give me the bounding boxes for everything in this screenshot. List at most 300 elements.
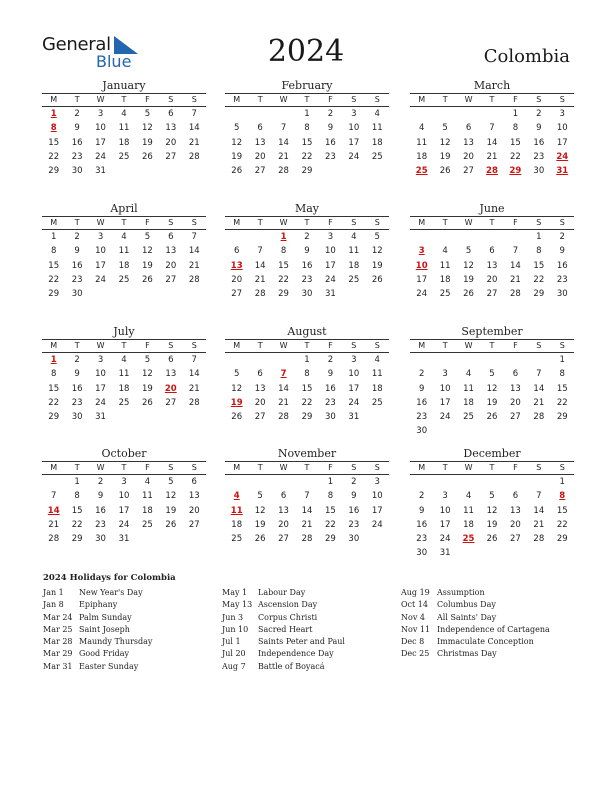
day: 28: [278, 166, 289, 177]
day: 8: [74, 491, 80, 502]
holiday-day: 29: [509, 166, 522, 177]
day: 5: [442, 123, 448, 134]
day: 3: [374, 477, 380, 487]
week-row: [225, 164, 389, 178]
day: 10: [556, 123, 568, 134]
day: 15: [48, 383, 60, 394]
day: 24: [324, 274, 336, 285]
day: 3: [97, 355, 104, 365]
day: 4: [374, 109, 380, 119]
day: 16: [416, 519, 428, 530]
day: 30: [301, 289, 313, 300]
holiday-name: Easter Sunday: [79, 661, 139, 671]
week-row: [410, 230, 574, 244]
day: 17: [371, 505, 383, 516]
weekday-label: F: [145, 218, 150, 227]
day: 15: [71, 505, 83, 516]
weekday-label: S: [559, 218, 565, 227]
holiday-name: Epiphany: [79, 600, 118, 610]
empty-day: [342, 164, 365, 178]
day: 27: [231, 289, 243, 300]
month-june: [410, 202, 574, 301]
logo-text-general: General: [42, 34, 111, 55]
holiday-date: Mar 25: [43, 624, 73, 634]
day: 8: [51, 369, 57, 380]
day: 24: [371, 519, 383, 530]
weekday-label: M: [233, 463, 241, 472]
holiday-name: New Year's Day: [79, 588, 143, 597]
day: 22: [301, 151, 313, 162]
day: 27: [486, 289, 498, 300]
day: 30: [71, 166, 83, 177]
holiday-name: Palm Sunday: [79, 612, 132, 622]
empty-day: [527, 546, 550, 560]
day: 29: [278, 289, 289, 300]
day: 14: [278, 383, 289, 394]
empty-day: [183, 410, 206, 424]
day: 21: [301, 519, 313, 530]
weekday-header: [225, 461, 389, 475]
weekday-label: S: [191, 95, 197, 104]
day: 20: [509, 397, 521, 408]
day: 22: [48, 274, 60, 285]
day: 10: [348, 369, 360, 380]
week-row: [42, 475, 206, 489]
empty-day: [136, 410, 159, 424]
day: 15: [278, 260, 289, 271]
holiday-day: 19: [230, 397, 243, 408]
day: 17: [95, 260, 106, 271]
week-row: [42, 230, 206, 244]
day: 30: [416, 548, 428, 559]
day: 20: [278, 519, 289, 530]
month-name: January: [102, 79, 146, 92]
holiday-name: Saints Peter and Paul: [258, 637, 345, 647]
weekday-label: T: [74, 463, 80, 472]
day: 3: [442, 491, 448, 502]
week-row: [225, 150, 389, 164]
day: 2: [74, 355, 80, 365]
holiday-item: [43, 599, 213, 611]
empty-day: [457, 107, 480, 121]
day: 22: [556, 397, 568, 408]
day: 19: [486, 397, 498, 408]
day: 13: [486, 260, 498, 271]
day: 4: [419, 123, 425, 134]
holiday-item: [43, 648, 213, 660]
day: 15: [556, 505, 568, 516]
day: 28: [301, 534, 313, 545]
day: 14: [188, 369, 200, 380]
weekday-label: S: [351, 218, 357, 227]
day: 11: [371, 369, 383, 380]
week-row: [42, 107, 206, 121]
holiday-date: Jan 1: [43, 588, 64, 597]
day: 4: [121, 232, 127, 242]
day: 23: [416, 412, 428, 423]
day: 31: [324, 289, 336, 300]
day: 14: [533, 505, 545, 516]
day: 28: [188, 274, 200, 285]
holiday-date: Mar 29: [43, 649, 73, 659]
weekday-label: W: [464, 95, 473, 104]
day: 26: [141, 274, 153, 285]
weekday-label: F: [145, 463, 150, 472]
day: 9: [536, 123, 542, 134]
day: 14: [509, 260, 521, 271]
week-row: [42, 287, 206, 301]
week-row: [225, 410, 389, 424]
day: 21: [533, 397, 545, 408]
day: 25: [118, 274, 130, 285]
empty-day: [457, 353, 480, 367]
week-row: [410, 121, 574, 135]
day: 26: [463, 289, 474, 300]
week-row: [42, 410, 206, 424]
empty-day: [410, 353, 433, 367]
day: 23: [348, 519, 360, 530]
day: 28: [188, 151, 200, 162]
day: 5: [144, 355, 151, 365]
holidays-title: 2024 Holidays for Colombia: [43, 573, 176, 583]
week-row: [410, 353, 574, 367]
holiday-date: Nov 11: [401, 624, 431, 634]
week-row: [410, 367, 574, 381]
holiday-name: Sacred Heart: [258, 624, 313, 634]
day: 19: [254, 519, 266, 530]
weekday-label: T: [304, 341, 310, 350]
empty-day: [225, 107, 248, 121]
weekday-label: M: [50, 463, 58, 472]
weekday-label: S: [168, 95, 174, 104]
day: 6: [168, 355, 174, 365]
day: 7: [489, 123, 495, 134]
empty-day: [183, 287, 206, 301]
day: 7: [536, 491, 542, 502]
day: 3: [97, 109, 104, 119]
day: 8: [280, 246, 287, 257]
week-row: [225, 396, 389, 410]
weekday-label: T: [257, 95, 263, 104]
empty-day: [159, 410, 182, 424]
empty-day: [225, 353, 248, 367]
week-row: [225, 475, 389, 489]
day: 20: [254, 151, 266, 162]
day: 9: [74, 123, 80, 134]
week-row: [410, 273, 574, 287]
month-name: July: [113, 325, 135, 338]
week-row: [225, 353, 389, 367]
day: 30: [71, 289, 83, 300]
day: 27: [278, 534, 289, 545]
day: 15: [48, 260, 60, 271]
empty-day: [480, 230, 503, 244]
week-row: [410, 489, 574, 503]
day: 14: [188, 246, 200, 257]
week-row: [410, 396, 574, 410]
holiday-date: Mar 28: [43, 637, 73, 647]
day: 19: [141, 137, 153, 148]
holiday-day: 3: [418, 246, 425, 257]
day: 22: [533, 274, 545, 285]
empty-day: [480, 546, 503, 560]
holiday-item: [222, 648, 392, 660]
week-row: [410, 475, 574, 489]
day: 2: [74, 109, 80, 119]
day: 31: [118, 534, 130, 545]
day: 29: [556, 534, 568, 545]
day: 27: [463, 166, 474, 177]
day: 12: [486, 383, 498, 394]
day: 8: [327, 491, 334, 502]
day: 25: [348, 274, 360, 285]
day: 4: [374, 355, 380, 365]
week-row: [225, 230, 389, 244]
day: 2: [327, 109, 334, 119]
week-row: [42, 504, 206, 518]
weekday-header: [410, 93, 574, 107]
weekday-label: F: [145, 95, 150, 104]
day: 20: [486, 274, 498, 285]
day: 19: [486, 519, 498, 530]
empty-day: [319, 164, 342, 178]
week-row: [410, 244, 574, 258]
day: 26: [141, 397, 153, 408]
week-row: [42, 259, 206, 273]
holiday-name: Immaculate Conception: [437, 637, 534, 647]
day: 1: [327, 477, 334, 487]
day: 27: [509, 412, 521, 423]
day: 9: [97, 491, 104, 502]
week-row: [42, 244, 206, 258]
holiday-day: 31: [556, 166, 569, 177]
day: 3: [327, 232, 334, 242]
week-row: [42, 489, 206, 503]
weekday-label: F: [513, 463, 518, 472]
day: 6: [168, 232, 174, 242]
day: 27: [254, 166, 266, 177]
day: 2: [419, 369, 425, 380]
day: 8: [536, 246, 542, 257]
week-row: [410, 164, 574, 178]
day: 24: [348, 397, 360, 408]
day: 18: [371, 137, 383, 148]
empty-day: [410, 475, 433, 489]
empty-day: [248, 353, 271, 367]
day: 4: [121, 355, 127, 365]
day: 9: [327, 123, 334, 134]
week-row: [410, 518, 574, 532]
empty-day: [272, 353, 295, 367]
day: 21: [48, 519, 60, 530]
weekday-label: M: [418, 95, 426, 104]
day: 3: [97, 232, 104, 242]
weekday-label: S: [191, 463, 197, 472]
empty-day: [159, 532, 182, 546]
day: 11: [118, 246, 130, 257]
week-row: [410, 287, 574, 301]
week-row: [225, 121, 389, 135]
day: 5: [234, 123, 240, 134]
day: 28: [509, 289, 521, 300]
day: 11: [118, 123, 130, 134]
day: 22: [71, 519, 83, 530]
week-row: [42, 518, 206, 532]
day: 21: [509, 274, 521, 285]
day: 17: [439, 397, 451, 408]
day: 2: [327, 355, 334, 365]
day: 10: [118, 491, 130, 502]
weekday-label: M: [50, 341, 58, 350]
empty-day: [136, 164, 159, 178]
day: 17: [348, 137, 360, 148]
month-july: [42, 325, 206, 424]
day: 12: [141, 246, 153, 257]
month-name: April: [110, 202, 138, 215]
empty-day: [504, 475, 527, 489]
day: 2: [536, 109, 542, 119]
day: 22: [48, 151, 60, 162]
holiday-name: All Saints' Day: [437, 612, 497, 622]
weekday-label: S: [351, 463, 357, 472]
day: 2: [351, 477, 357, 487]
day: 9: [419, 505, 425, 516]
holiday-date: Dec 25: [401, 649, 430, 659]
day: 8: [51, 246, 57, 257]
day: 21: [188, 137, 200, 148]
day: 29: [533, 289, 545, 300]
day: 15: [301, 137, 313, 148]
day: 6: [234, 246, 240, 257]
day: 22: [324, 519, 336, 530]
day: 13: [165, 123, 177, 134]
month-name: March: [473, 79, 511, 92]
day: 1: [512, 109, 519, 119]
day: 19: [141, 260, 153, 271]
holiday-name: Ascension Day: [258, 600, 318, 610]
week-row: [225, 259, 389, 273]
holiday-name: Independence Day: [258, 649, 334, 659]
day: 11: [141, 491, 153, 502]
day: 13: [188, 491, 200, 502]
weekday-label: T: [257, 341, 263, 350]
holiday-day: 25: [462, 534, 475, 545]
week-row: [410, 546, 574, 560]
day: 11: [371, 123, 383, 134]
day: 19: [141, 383, 153, 394]
day: 10: [439, 383, 451, 394]
day: 2: [559, 232, 565, 242]
week-row: [42, 121, 206, 135]
empty-day: [504, 353, 527, 367]
weekday-label: S: [168, 218, 174, 227]
day: 4: [442, 246, 448, 257]
day: 24: [95, 274, 106, 285]
empty-day: [480, 475, 503, 489]
day: 20: [254, 397, 266, 408]
empty-day: [551, 546, 574, 560]
day: 29: [71, 534, 83, 545]
day: 3: [351, 355, 357, 365]
holiday-day: 1: [280, 232, 287, 242]
week-row: [225, 244, 389, 258]
empty-day: [89, 287, 112, 301]
page-title-year: 2024: [267, 34, 345, 69]
day: 5: [144, 232, 151, 242]
month-name: September: [461, 325, 523, 338]
weekday-label: W: [279, 95, 288, 104]
day: 12: [463, 260, 474, 271]
month-march: [410, 79, 574, 178]
day: 19: [371, 260, 383, 271]
day: 20: [165, 260, 177, 271]
day: 31: [95, 412, 106, 423]
day: 16: [324, 137, 336, 148]
day: 21: [254, 274, 266, 285]
day: 3: [351, 109, 357, 119]
weekday-label: T: [121, 463, 127, 472]
holiday-day: 11: [230, 505, 243, 516]
day: 24: [348, 151, 360, 162]
weekday-label: T: [257, 218, 263, 227]
day: 11: [118, 369, 130, 380]
weekday-label: T: [442, 95, 448, 104]
day: 12: [439, 137, 451, 148]
holiday-day: 24: [556, 151, 569, 162]
day: 21: [188, 260, 200, 271]
holiday-item: [43, 587, 213, 599]
day: 25: [371, 397, 383, 408]
day: 28: [533, 534, 545, 545]
day: 14: [278, 137, 289, 148]
empty-day: [504, 546, 527, 560]
weekday-label: T: [304, 218, 310, 227]
day: 20: [188, 505, 200, 516]
weekday-label: S: [536, 463, 542, 472]
day: 6: [191, 477, 197, 487]
day: 12: [231, 383, 243, 394]
week-row: [410, 410, 574, 424]
day: 6: [465, 123, 472, 134]
holiday-item: [401, 612, 571, 624]
empty-day: [183, 532, 206, 546]
week-row: [42, 150, 206, 164]
holiday-day: 20: [164, 383, 177, 394]
weekday-label: S: [168, 463, 174, 472]
weekday-label: S: [351, 341, 357, 350]
day: 15: [509, 137, 521, 148]
empty-day: [272, 475, 295, 489]
day: 17: [416, 274, 428, 285]
weekday-label: S: [191, 218, 197, 227]
empty-day: [551, 424, 574, 438]
day: 11: [463, 505, 474, 516]
weekday-label: W: [96, 463, 105, 472]
month-august: [225, 325, 389, 424]
empty-day: [248, 475, 271, 489]
day: 2: [97, 477, 104, 487]
weekday-label: F: [328, 463, 333, 472]
day: 23: [416, 534, 428, 545]
day: 10: [95, 369, 106, 380]
holiday-day: 1: [50, 109, 57, 119]
holiday-item: [222, 636, 392, 648]
week-row: [225, 107, 389, 121]
day: 23: [71, 274, 83, 285]
weekday-header: [42, 461, 206, 475]
empty-day: [504, 230, 527, 244]
day: 17: [324, 260, 336, 271]
